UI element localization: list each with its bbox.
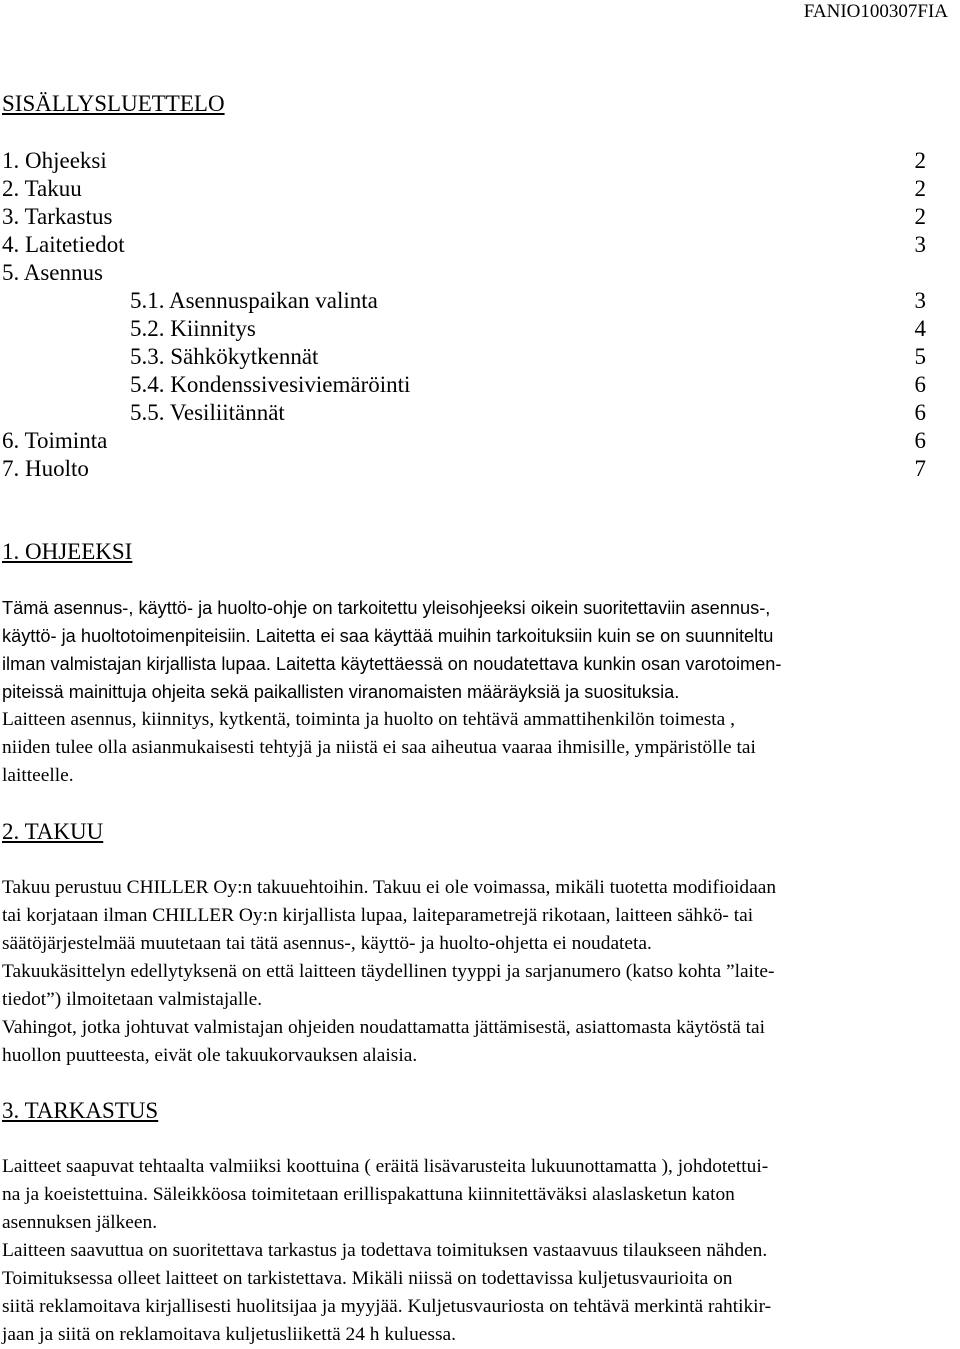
toc-entry-label: 4. Laitetiedot: [2, 232, 125, 257]
toc-row: [2, 427, 926, 455]
paragraph-line: tiedot”) ilmoitetaan valmistajalle.: [2, 989, 263, 1010]
paragraph-line: Takuu perustuu CHILLER Oy:n takuuehtoihin. Takuu ei ole voimassa, mikäli tuotetta modifioidaan: [2, 877, 777, 898]
toc-entry-label: 5.1. Asennuspaikan valinta: [130, 288, 378, 313]
toc-row: [2, 343, 926, 371]
toc-row: [2, 147, 926, 175]
paragraph-line: laitteelle.: [2, 765, 74, 786]
paragraph-line: Laitteet saapuvat tehtaalta valmiiksi koottuina ( eräitä lisävarusteita lukuunottamatta ), johdotettui-: [2, 1156, 769, 1177]
toc-entry-label: 5.3. Sähkökytkennät: [130, 344, 319, 369]
paragraph-line: siitä reklamoitava kirjallisesti huolitsijaa ja myyjää. Kuljetusvauriosta on tehtävä merkintä rahtikir-: [2, 1296, 772, 1317]
toc-entry-label: 5.4. Kondenssivesiviemäröinti: [130, 372, 411, 397]
toc-entry-page: 4: [914, 316, 926, 341]
paragraph-line: tai korjataan ilman CHILLER Oy:n kirjallista lupaa, laiteparametrejä rikotaan, laitteen sähkö- tai: [2, 905, 754, 926]
toc-row: [2, 259, 926, 287]
section-heading-takuu: 2. TAKUU: [2, 819, 104, 844]
toc-entry-label: 7. Huolto: [2, 456, 89, 481]
toc-entry-label: 5.5. Vesiliitännät: [130, 400, 285, 425]
toc-entry-label: 2. Takuu: [2, 176, 82, 201]
paragraph-line: na ja koeistettuina. Säleikköosa toimitetaan erillispakattuna kiinnitettäväksi alaslasketun katon: [2, 1184, 735, 1205]
paragraph-line: käyttö- ja huoltotoimenpiteisiin. Laitetta ei saa käyttää muihin tarkoituksiin kuin se on suunniteltu: [2, 626, 774, 646]
toc-row: [2, 371, 926, 399]
paragraph-line: jaan ja siitä on reklamoitava kuljetusliikettä 24 h kuluessa.: [2, 1324, 456, 1345]
toc-entry-label: 5. Asennus: [2, 260, 103, 285]
section-takuu: [2, 818, 960, 1070]
paragraph-line: Tämä asennus-, käyttö- ja huolto-ohje on tarkoitettu yleisohjeeksi oikein suoritettaviin asennus-,: [2, 598, 771, 618]
section-heading-tarkastus: 3. TARKASTUS: [2, 1098, 159, 1123]
toc-entry-page: 2: [914, 204, 926, 229]
toc-entry-page: 6: [914, 372, 926, 397]
toc-entry-page: 2: [914, 176, 926, 201]
table-of-contents: [2, 147, 926, 483]
section-heading-ohjeeksi: 1. OHJEEKSI: [2, 539, 133, 564]
toc-entry-page: 6: [914, 400, 926, 425]
section-tarkastus: [2, 1097, 960, 1349]
toc-row: [2, 203, 926, 231]
toc-row: [2, 399, 926, 427]
toc-entry-label: 6. Toiminta: [2, 428, 108, 453]
toc-entry-page: 2: [914, 148, 926, 173]
toc-entry-label: 3. Tarkastus: [2, 204, 113, 229]
document-code: FANIO100307FIA: [803, 1, 948, 22]
toc-entry-page: 7: [914, 456, 926, 481]
toc-row: [2, 287, 926, 315]
paragraph-line: ilman valmistajan kirjallista lupaa. Laitetta käytettäessä on noudatettava kunkin osan varotoimen-: [2, 654, 782, 674]
toc-row: [2, 175, 926, 203]
toc-entry-page: 3: [914, 288, 926, 313]
paragraph-line: Vahingot, jotka johtuvat valmistajan ohjeiden noudattamatta jättämisestä, asiattomasta käytöstä tai: [2, 1017, 766, 1038]
paragraph-line: säätöjärjestelmää muutetaan tai tätä asennus-, käyttö- ja huolto-ohjetta ei noudateta.: [2, 933, 652, 954]
toc-entry-page: 6: [914, 428, 926, 453]
paragraph-line: huollon puutteesta, eivät ole takuukorvauksen alaisia.: [2, 1045, 418, 1066]
paragraph-line: Laitteen asennus, kiinnitys, kytkentä, toiminta ja huolto on tehtävä ammattihenkilön toimesta ,: [2, 709, 735, 730]
toc-row: [2, 315, 926, 343]
paragraph-line: Takuukäsittelyn edellytyksenä on että laitteen täydellinen tyyppi ja sarjanumero (katso kohta ”laite-: [2, 961, 775, 982]
toc-row: [2, 231, 926, 259]
paragraph-line: niiden tulee olla asianmukaisesti tehtyjä ja niistä ei saa aiheutua vaaraa ihmisille, ympäristölle tai: [2, 737, 756, 758]
toc-entry-label: 5.2. Kiinnitys: [130, 316, 256, 341]
toc-row: [2, 455, 926, 483]
section-ohjeeksi: [2, 538, 960, 790]
paragraph-line: Laitteen saavuttua on suoritettava tarkastus ja todettava toimituksen vastaavuus tilaukseen nähden.: [2, 1240, 768, 1261]
toc-entry-page: 3: [914, 232, 926, 257]
toc-entry-page: 5: [914, 344, 926, 369]
paragraph-line: asennuksen jälkeen.: [2, 1212, 158, 1233]
paragraph-line: piteissä mainittuja ohjeita sekä paikallisten viranomaisten määräyksiä ja suosituksia.: [2, 682, 680, 702]
paragraph-line: Toimituksessa olleet laitteet on tarkistettava. Mikäli niissä on todettavissa kuljetusvaurioita on: [2, 1268, 733, 1289]
toc-title: SISÄLLYSLUETTELO: [2, 91, 225, 116]
toc-entry-label: 1. Ohjeeksi: [2, 148, 107, 173]
